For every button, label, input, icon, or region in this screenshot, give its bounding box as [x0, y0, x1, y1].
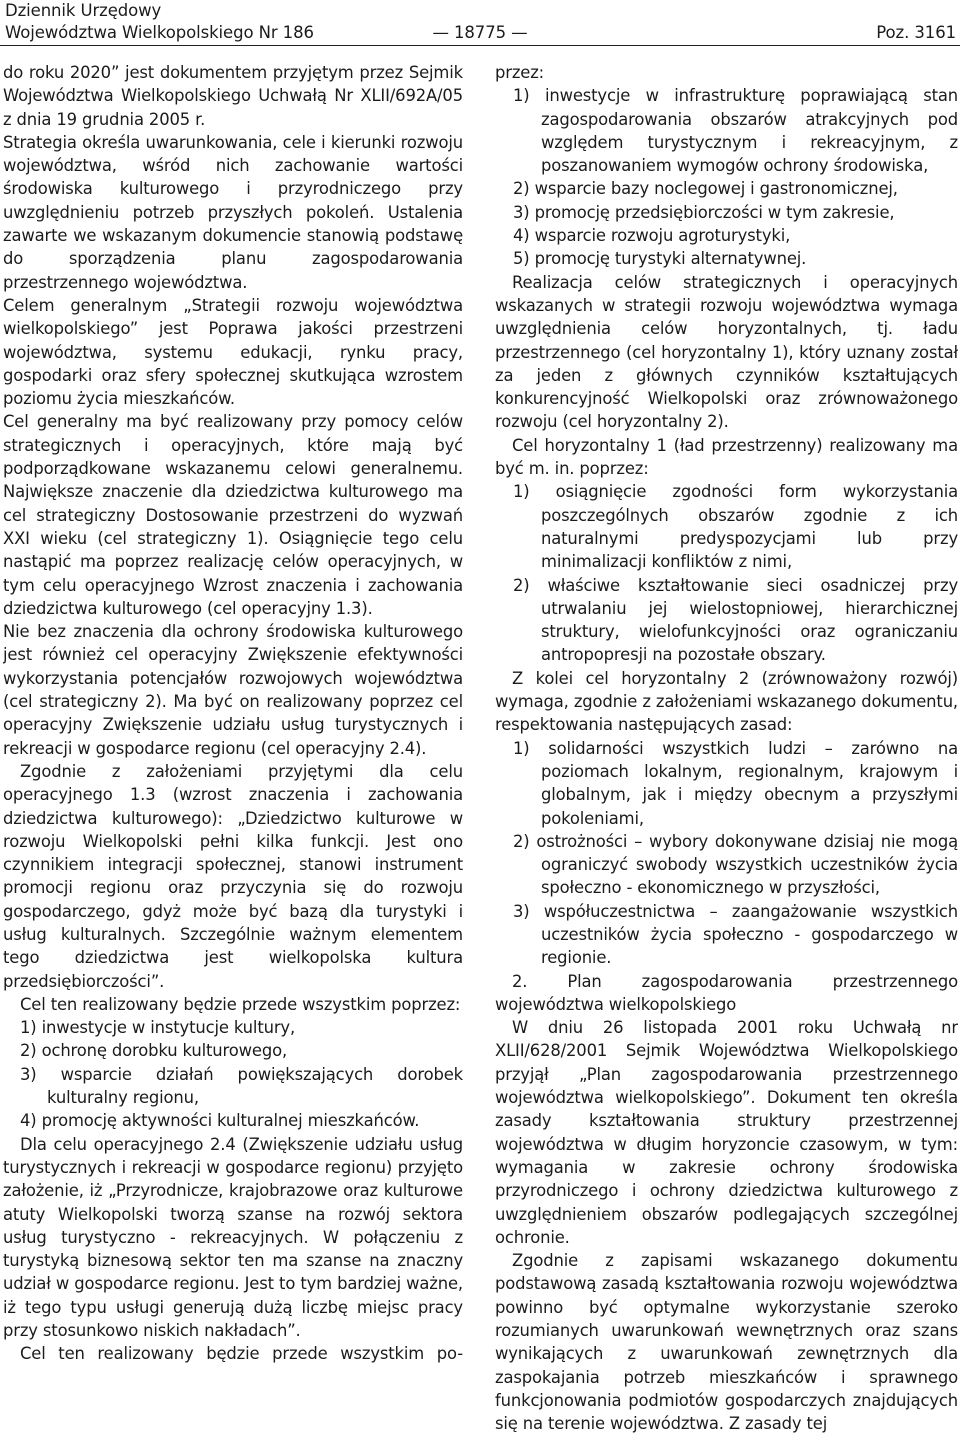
page-header	[0, 0, 960, 46]
paragraph: Nie bez znaczenia dla ochrony środowiska kulturowego jest również cel operacyjny Zwiększenie efektywności wykorzystania potencjałów rozwojowych województwa (cel strategiczny 2). Ma być on realizowany poprzez cel operacyjny Zwiększenie udziału usług turystycznych i rekreacji w gospodarce regionu (cel operacyjny 2.4).	[3, 622, 463, 758]
page-number: — 18775 —	[432, 23, 528, 42]
list-item: 2) ostrożności – wybory dokonywane dzisiaj nie mogą ograniczyć swobody wszystkich uczestników życia społeczno - ekonomicznego w przyszłości,	[513, 831, 958, 898]
list-item: 4) wsparcie rozwoju agroturystyki,	[513, 226, 791, 246]
list-item: 2) wsparcie bazy noclegowej i gastronomicznej,	[513, 179, 898, 199]
paragraph: Cel horyzontalny 1 (ład przestrzenny) realizowany ma być m. in. poprzez:	[495, 435, 958, 479]
list-item: 3) współuczestnictwa – zaangażowanie wszystkich uczestników życia społeczno - gospodarczego w regionie.	[513, 901, 958, 968]
journal-issue: Województwa Wielkopolskiego Nr 186	[5, 23, 314, 42]
paragraph: Zgodnie z założeniami przyjętymi dla celu operacyjnego 1.3 (wzrost znaczenia i zachowania dziedzictwa kulturowego): „Dziedzictwo kulturowe w rozwoju Wielkopolski pełni kilka funkcji. Jest ono czynnikiem integracji społecznej, stanowi instrument promocji regionu oraz przyczynia się do rozwoju gospodarczego, gdyż może być bazą dla turystyki i usług kulturalnych. Szczególnie ważnym elementem tego dziedzictwa jest wielkopolska kultura przedsiębiorczości”.	[3, 761, 463, 991]
paragraph: przez:	[495, 63, 545, 82]
paragraph: Dla celu operacyjnego 2.4 (Zwiększenie udziału usług turystycznych i rekreacji w gospodarce regionu) przyjęto założenie, iż „Przyrodnicze, krajobrazowe oraz kulturowe atuty Wielkopolski tworzą szanse na rozwój sektora usług turystyczno - rekreacyjnych. W połączeniu z turystyką biznesową sektor ten ma szanse na znaczny udział w gospodarce regionu. Jest to tym bardziej ważne, iż tego typu usługi generują dużą liczbę miejsc pracy przy stosunkowo niskich nakładach”.	[3, 1134, 463, 1341]
list-item: 1) solidarności wszystkich ludzi – zarówno na poziomach lokalnym, regionalnym, krajowym i globalnym, jak i między obecnym a przyszłymi pokoleniami,	[513, 738, 958, 828]
list-item: 1) osiągnięcie zgodności form wykorzystania poszczególnych obszarów zgodnie z ich naturalnymi predyspozycjami lub przy minimalizacji konfliktów z nimi,	[513, 482, 958, 572]
paragraph: Cel generalny ma być realizowany przy pomocy celów strategicznych i operacyjnych, które mają być podporządkowane wskazanemu celowi generalnemu. Największe znaczenie dla dziedzictwa kulturowego ma cel strategiczny Dostosowanie przestrzeni do wyzwań XXI wieku (cel strategiczny 1). Osiągnięcie tego celu nastąpić ma poprzez realizację celów operacyjnych, w tym celu operacyjnego Wzrost znaczenia i zachowania dziedzictwa kulturowego (cel operacyjny 1.3).	[3, 412, 463, 618]
list-item: 1) inwestycje w instytucje kultury,	[20, 1018, 296, 1038]
list-item: 2) ochronę dorobku kulturowego,	[20, 1041, 288, 1061]
paragraph: W dniu 26 listopada 2001 roku Uchwałą nr XLII/628/2001 Sejmik Województwa Wielkopolskiego przyjął „Plan zagospodarowania przestrzennego województwa wielkopolskiego”. Dokument ten określa zasady kształtowania struktury przestrzennej województwa w długim horyzoncie czasowym, w tym: wymagania w zakresie ochrony środowiska przyrodniczego i ochrony dziedzictwa kulturowego z uwzględnieniem obszarów podlegających szczególnej ochronie.	[495, 1018, 958, 1247]
header-divider	[0, 45, 960, 46]
list-item: 5) promocję turystyki alternatywnej.	[513, 249, 807, 269]
paragraph: do roku 2020” jest dokumentem przyjętym przez Sejmik Województwa Wielkopolskiego Uchwałą Nr XLII/692A/05 z dnia 19 grudnia 2005 r.	[3, 63, 463, 129]
section-heading: 2. Plan zagospodarowania przestrzennego województwa wielkopolskiego	[495, 971, 958, 1014]
paragraph: Z kolei cel horyzontalny 2 (zrównoważony rozwój) wymaga, zgodnie z założeniami wskazanego dokumentu, respektowania następujących zasad:	[495, 668, 958, 735]
list-item: 1) inwestycje w infrastrukturę poprawiającą stan zagospodarowania obszarów atrakcyjnych pod względem turystycznym i rekreacyjnym, z poszanowaniem wymogów ochrony środowiska,	[513, 86, 958, 176]
paragraph: Cel ten realizowany będzie przede wszystkim po-	[20, 1344, 463, 1364]
paragraph: Strategia określa uwarunkowania, cele i kierunki rozwoju województwa, wśród nich zachowanie wartości środowiska kulturowego i przyrodniczego przy uwzględnieniu potrzeb przyszłych pokoleń. Ustalenia zawarte we wskazanym dokumencie stanowią podstawę do sporządzenia planu zagospodarowania przestrzennego województwa.	[3, 132, 463, 292]
paragraph: Realizacja celów strategicznych i operacyjnych wskazanych w strategii rozwoju województwa wymaga uwzględnienia celów horyzontalnych, tj. ładu przestrzennego (cel horyzontalny 1), który uznany został za jeden z głównych czynników kształtujących konkurencyjność Wielkopolski oraz zrównoważonego rozwoju (cel horyzontalny 2).	[495, 272, 958, 432]
paragraph: Celem generalnym „Strategii rozwoju województwa wielkopolskiego” jest Poprawa jakości przestrzeni województwa, systemu edukacji, rynku pracy, gospodarki oraz sfery społecznej skutkująca wzrostem poziomu życia mieszkańców.	[3, 295, 463, 409]
right-column	[495, 61, 958, 1451]
list-item: 2) właściwe kształtowanie sieci osadniczej przy utrwalaniu jej wielostopniowej, hierarchicznej struktury, wielofunkcyjności oraz ograniczaniu antropopresji na pozostałe obszary.	[513, 575, 958, 665]
position-number: Poz. 3161	[876, 23, 956, 42]
list-item: 4) promocję aktywności kulturalnej mieszkańców.	[20, 1111, 420, 1131]
left-column	[3, 61, 463, 1451]
journal-title: Dziennik Urzędowy	[5, 1, 162, 20]
list-item: 3) wsparcie działań powiększających dorobek kulturalny regionu,	[20, 1064, 463, 1108]
paragraph: Zgodnie z zapisami wskazanego dokumentu podstawową zasadą kształtowania rozwoju województwa powinno być optymalne wykorzystanie szeroko rozumianych uwarunkowań wewnętrznych oraz szans wynikających z uwarunkowań zewnętrznych dla zaspokajania potrzeb mieszkańców i sprawnego funkcjonowania podmiotów gospodarczych znajdujących się na terenie województwa. Z zasady tej	[495, 1251, 958, 1434]
list-item: 3) promocję przedsiębiorczości w tym zakresie,	[513, 202, 895, 222]
paragraph: Cel ten realizowany będzie przede wszystkim poprzez:	[20, 994, 461, 1014]
